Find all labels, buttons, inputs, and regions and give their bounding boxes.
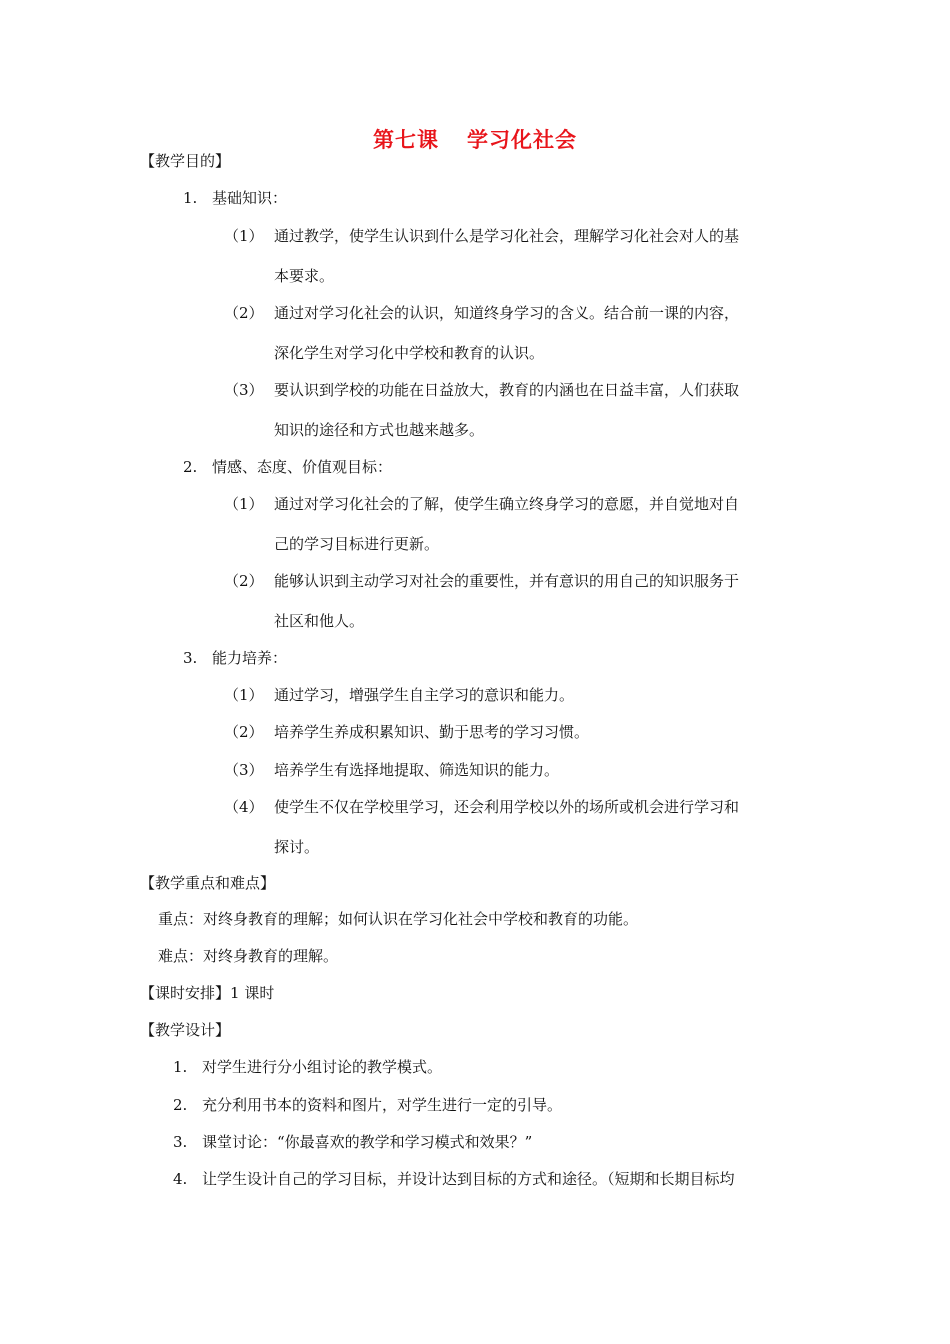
key-point-difficulty: 难点：对终身教育的理解。 — [158, 947, 339, 965]
objective-item-line: 要认识到学校的功能在日益放大，教育的内涵也在日益丰富，人们获取 — [274, 381, 740, 399]
objective-item-number: （2） — [224, 572, 264, 590]
objective-item-line: 知识的途径和方式也越来越多。 — [274, 421, 485, 439]
objective-group-label: 能力培养： — [212, 649, 288, 667]
objective-item-line: 己的学习目标进行更新。 — [274, 535, 440, 553]
objective-group-label: 情感、态度、价值观目标： — [212, 458, 393, 476]
objective-item-line: 通过对学习化社会的了解，使学生确立终身学习的意愿，并自觉地对自 — [274, 495, 740, 513]
lesson-name: 学习化社会 — [467, 127, 577, 152]
objective-group-number: 3. — [183, 649, 198, 667]
objective-item-number: （3） — [224, 381, 264, 399]
lesson-number: 第七课 — [373, 127, 439, 152]
objective-group-number: 2. — [183, 458, 198, 476]
objective-item-line: 能够认识到主动学习对社会的重要性，并有意识的用自己的知识服务于 — [274, 572, 740, 590]
design-item-number: 1. — [173, 1058, 188, 1076]
objective-item-line: 社区和他人。 — [274, 612, 365, 630]
schedule-heading: 【课时安排】 — [140, 984, 231, 1002]
key-point-focus: 重点：对终身教育的理解；如何认识在学习化社会中学校和教育的功能。 — [158, 910, 639, 928]
objective-item-number: （3） — [224, 761, 264, 779]
objective-item-line: 通过教学，使学生认识到什么是学习化社会，理解学习化社会对人的基 — [274, 227, 740, 245]
design-item-number: 2. — [173, 1096, 188, 1114]
objective-item-line: 探讨。 — [274, 838, 320, 856]
objective-item-number: （1） — [224, 495, 264, 513]
objective-item-line: 通过对学习化社会的认识，知道终身学习的含义。结合前一课的内容， — [274, 304, 740, 322]
design-item-number: 4. — [173, 1170, 188, 1188]
page-title — [0, 124, 950, 154]
objective-item-line: 培养学生有选择地提取、筛选知识的能力。 — [274, 761, 560, 779]
objective-item-number: （4） — [224, 798, 264, 816]
objective-item-line: 深化学生对学习化中学校和教育的认识。 — [274, 344, 545, 362]
objective-item-number: （2） — [224, 304, 264, 322]
design-item-number: 3. — [173, 1133, 188, 1151]
design-item-text: 课堂讨论：“你最喜欢的教学和学习模式和效果？” — [202, 1133, 533, 1151]
key-points-heading: 【教学重点和难点】 — [140, 874, 276, 892]
objective-item-line: 本要求。 — [274, 267, 335, 285]
design-item-text: 充分利用书本的资料和图片，对学生进行一定的引导。 — [202, 1096, 563, 1114]
design-heading: 【教学设计】 — [140, 1021, 231, 1039]
objective-item-line: 培养学生养成积累知识、勤于思考的学习习惯。 — [274, 723, 590, 741]
schedule-value: 1 课时 — [230, 984, 275, 1002]
design-item-text: 对学生进行分小组讨论的教学模式。 — [202, 1058, 443, 1076]
objective-item-number: （1） — [224, 686, 264, 704]
objective-item-number: （1） — [224, 227, 264, 245]
schedule-line — [140, 983, 274, 1003]
objective-item-line: 使学生不仅在学校里学习，还会利用学校以外的场所或机会进行学习和 — [274, 798, 740, 816]
objective-group-label: 基础知识： — [212, 189, 288, 207]
objective-group-number: 1. — [183, 189, 198, 207]
objective-item-number: （2） — [224, 723, 264, 741]
objective-item-line: 通过学习，增强学生自主学习的意识和能力。 — [274, 686, 575, 704]
objectives-heading: 【教学目的】 — [140, 152, 231, 170]
design-item-text: 让学生设计自己的学习目标，并设计达到目标的方式和途径。（短期和长期目标均 — [202, 1170, 735, 1188]
